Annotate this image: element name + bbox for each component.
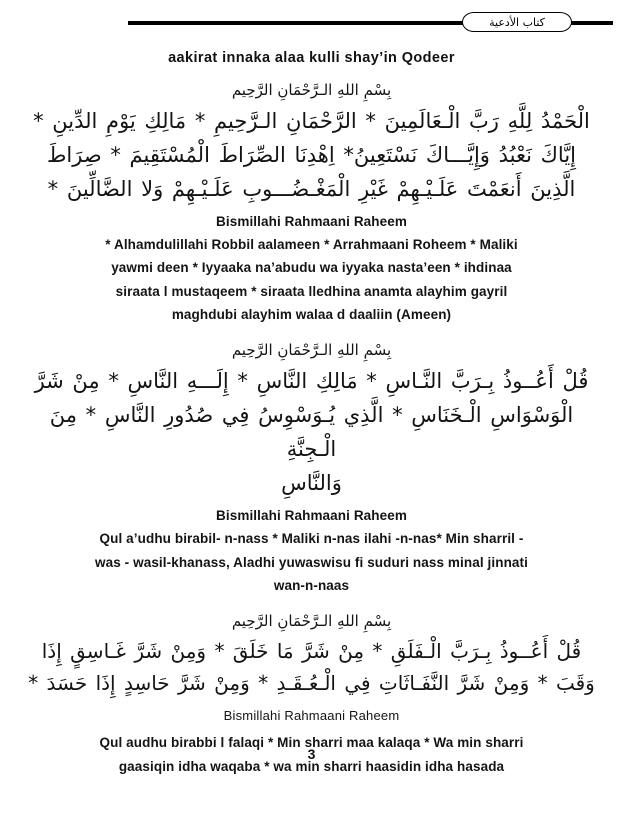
arabic-line: وَقَبَ * وَمِنْ شَرَّ النَّفَـاثَاتِ فِي الْـعُـقَـدِ * وَمِنْ شَرَّ حَاسِدٍ إِذَا حَسَدَ * [28,671,595,696]
translit-heading: Bismillahi Rahmaani Raheem [223,707,400,723]
translit-heading: Bismillahi Rahmaani Raheem [216,508,407,524]
arabic-verses [28,364,595,500]
arabic-line: إِيَّاكَ نَعْبُدُ وَإِيَّـــاكَ نَسْتَعِينُ* اِهْدِنَا الصِّرَاطَ الْمُسْتَقِيمَ * صِرَاطَ [47,143,576,168]
arabic-line: الْوَسْوَاسِ الْـخَنَاسِ * الَّذِي يُـوَسْوِسُ فِي صُدُورِ النَّاسِ * مِنَ الْـجِنَّةِ [49,403,574,462]
arabic-verses [28,635,595,700]
transliteration-block [28,210,595,326]
page-number: 3 [307,746,316,762]
translit-line: Qul a’udhu birabil- n-nass * Maliki n-nas ilahi -n-nas* Min sharril - [99,531,524,547]
arabic-line: قُلْ أَعُــوذُ بِـرَبَّ الْـفَلَقِ * مِنْ شَرَّ مَا خَلَقَ * وَمِنْ شَرَّ غَـاسِقٍ إِذَا [41,639,582,664]
arabic-line: الْحَمْدُ لِلَّهِ رَبَّ الْـعَالَمِينَ * الرَّحْمَانِ الـرَّحِيمِ * مَالِكِ يَوْمِ الدِّينِ * [33,109,590,133]
translit-line: siraata l mustaqeem * siraata lledhina anamta alayhim gayril [115,283,508,299]
transliteration-block [28,504,595,597]
arabic-line: قُلْ أَعُــوذُ بِـرَبَّ النَّـاسِ * مَالِكِ النَّاسِ * إِلَـــهِ النَّاسِ * مِنْ شَرَّ [34,369,589,394]
translit-heading-wrap [28,706,595,726]
translit-line: * Alhamdulillahi Robbil aalameen * Arrahmaani Roheem * Maliki [105,237,518,253]
bismillah-arabic: بِسْمِ اللهِ الـرَّحْمَانِ الرَّحِيم [231,341,392,360]
arabic-line: وَالنَّاسِ [281,471,342,496]
translit-line: wan-n-naas [273,577,350,593]
translit-line: Qul audhu birabbi l falaqi * Min sharri maa kalaqa * Wa min sharri [99,735,524,751]
header-cartouche-label: كتاب الأدعية [489,15,545,29]
section-al-fatiha [28,78,595,326]
arabic-verses [28,104,595,206]
translit-heading: Bismillahi Rahmaani Raheem [216,214,407,230]
translit-line: gaasiqin idha waqaba * wa min sharri haasidin idha hasada [118,758,505,774]
page-body [0,50,623,778]
page-title-line: aakirat innaka alaa kulli shay’in Qodeer [168,50,455,66]
translit-line: yawmi deen * Iyyaaka na’abudu wa iyyaka nasta’een * ihdinaa [111,260,512,276]
page-header [0,8,623,38]
bismillah-arabic: بِسْمِ اللهِ الـرَّحْمَانِ الرَّحِيم [231,612,392,631]
section-an-nas [28,338,595,597]
translit-line: was - wasil-khanass, Aladhi yuwaswisu fi suduri nass minal jinnati [95,554,528,570]
translit-line: maghdubi alayhim walaa d daaliin (Ameen) [171,306,452,322]
arabic-line: الَّذِينَ أَنعَمْتَ عَلَـيْـهِمْ غَيْرِ الْمَغْـضُـــوبِ عَلَـيْـهِمْ وَلا الضَّالِّينَ * [47,177,576,202]
header-cartouche [462,12,572,32]
bismillah-arabic: بِسْمِ اللهِ الـرَّحْمَانِ الرَّحِيم [231,81,392,99]
